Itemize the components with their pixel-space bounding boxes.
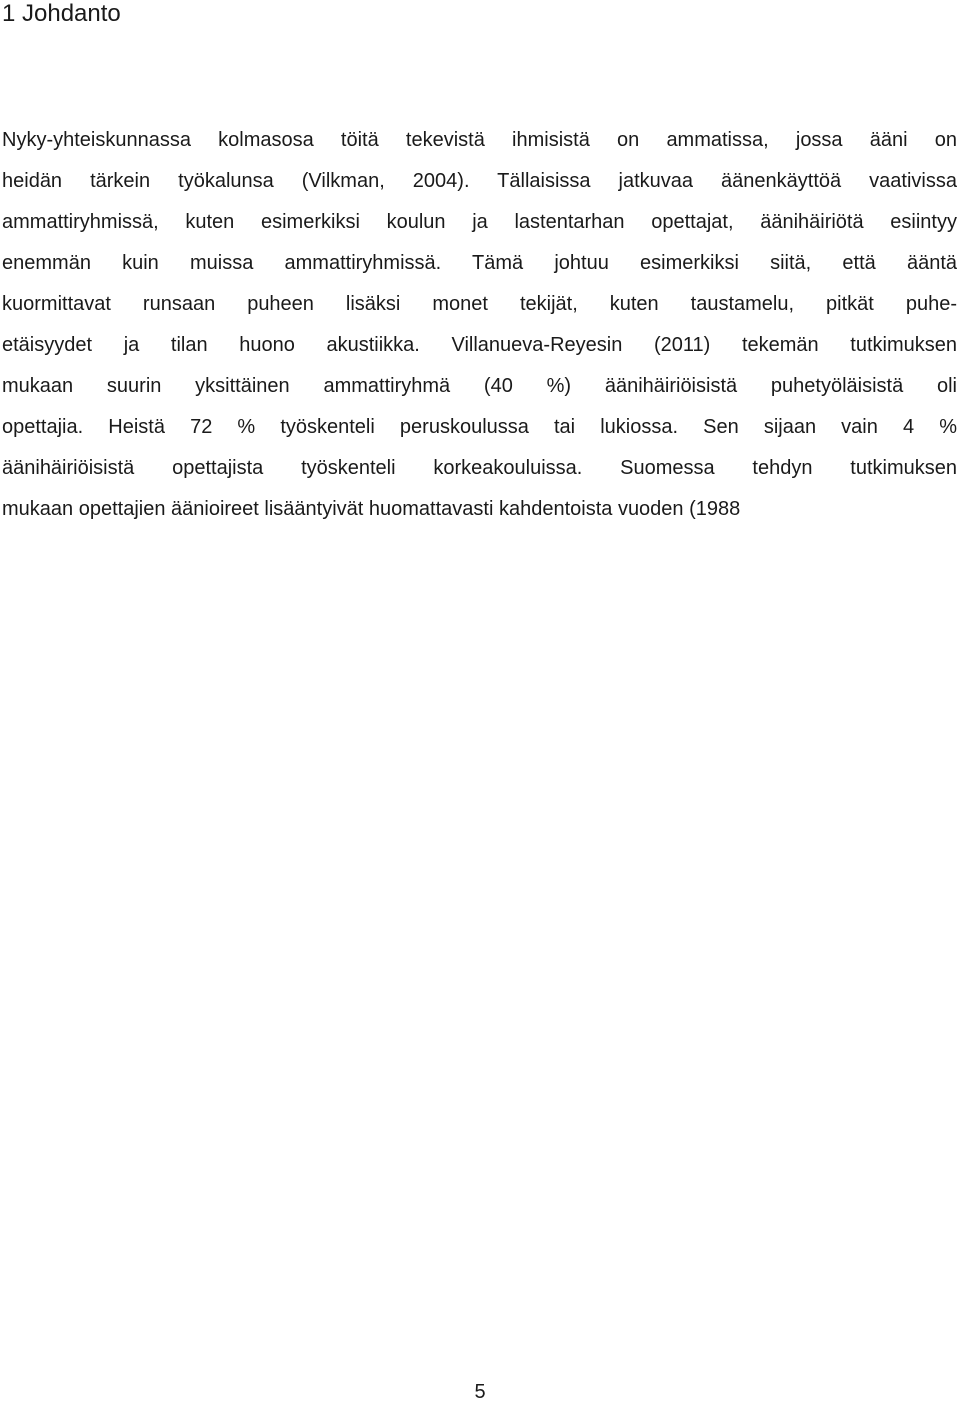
paragraph-line: ammattiryhmissä, kuten esimerkiksi koulun ja lastentarhan opettajat, äänihäiriötä esiintyy	[2, 211, 957, 233]
body-paragraph	[2, 120, 957, 530]
paragraph-line: mukaan opettajien äänioireet lisääntyivät huomattavasti kahdentoista vuoden (1988	[2, 498, 741, 520]
section-heading: 1 Johdanto	[2, 0, 121, 27]
paragraph-line: opettajia. Heistä 72 % työskenteli peruskoulussa tai lukiossa. Sen sijaan vain 4 %	[2, 416, 957, 438]
paragraph-line: heidän tärkein työkalunsa (Vilkman, 2004). Tällaisissa jatkuvaa äänenkäyttöä vaativissa	[2, 170, 957, 192]
paragraph-line: kuormittavat runsaan puheen lisäksi monet tekijät, kuten taustamelu, pitkät puhe-	[2, 293, 957, 315]
paragraph-line: enemmän kuin muissa ammattiryhmissä. Tämä johtuu esimerkiksi siitä, että ääntä	[2, 252, 957, 274]
paragraph-line: Nyky-yhteiskunnassa kolmasosa töitä tekevistä ihmisistä on ammatissa, jossa ääni on	[2, 129, 957, 151]
page-number: 5	[474, 1381, 486, 1403]
paragraph-line: mukaan suurin yksittäinen ammattiryhmä (40 %) äänihäiriöisistä puhetyöläisistä oli	[2, 375, 957, 397]
paragraph-line: äänihäiriöisistä opettajista työskenteli korkeakouluissa. Suomessa tehdyn tutkimuksen	[2, 457, 957, 479]
paragraph-line: etäisyydet ja tilan huono akustiikka. Villanueva-Reyesin (2011) tekemän tutkimuksen	[2, 334, 957, 356]
